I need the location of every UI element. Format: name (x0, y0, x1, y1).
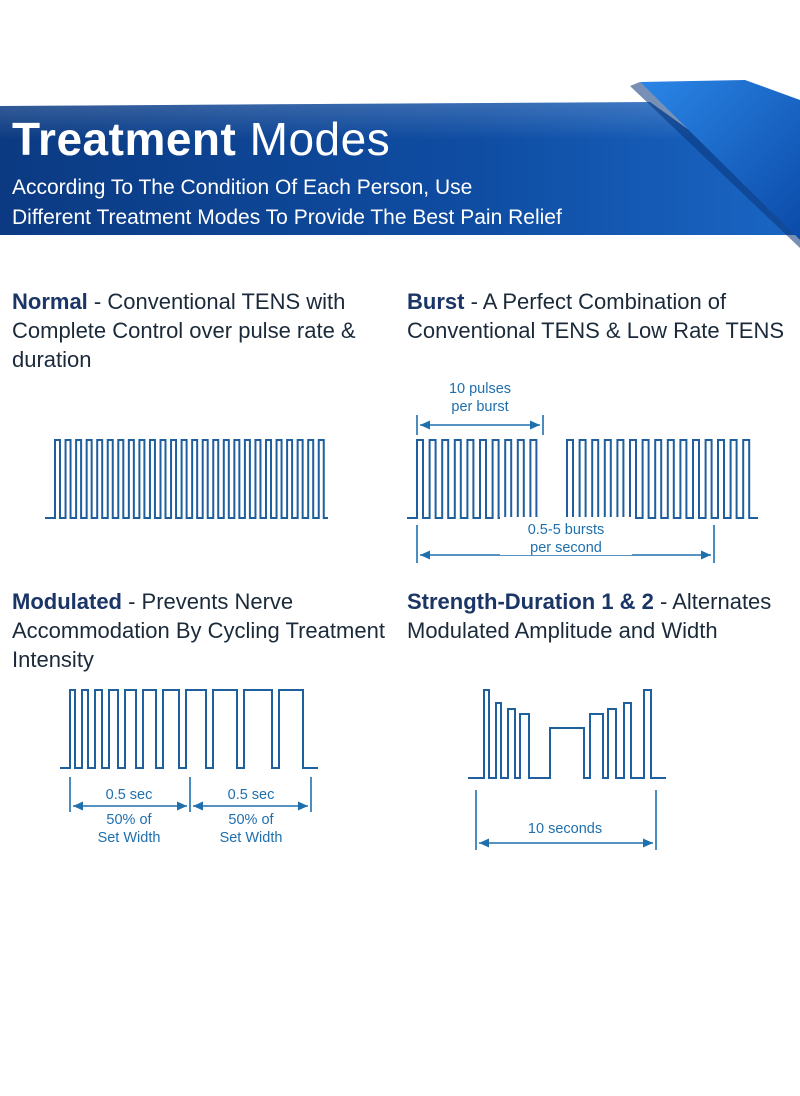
mode-modulated-desc: - Prevents Nerve Accommodation By Cycling Treatment Intensity (12, 589, 385, 672)
title-bold: Treatment (12, 113, 237, 165)
burst-waveform (407, 440, 758, 518)
modulated-b-width-label-2: Set Width (219, 830, 283, 846)
modulated-a-time-label: 0.5 sec (105, 787, 153, 803)
modulated-a-width-label-2: Set Width (97, 830, 161, 846)
mode-normal-desc: - Conventional TENS with Complete Control over pulse rate & duration (12, 289, 356, 372)
burst-pulses-label-1: 10 pulses (448, 381, 512, 397)
mode-strength-desc: - Alternates Modulated Amplitude and Width (407, 589, 772, 643)
burst-bursts-label-1: 0.5-5 bursts (527, 522, 605, 538)
modulated-a-width-label-1: 50% of (106, 812, 152, 828)
strength-time-label: 10 seconds (527, 821, 603, 837)
normal-waveform (45, 440, 328, 518)
mode-normal-name: Normal (12, 289, 88, 314)
mode-burst-name: Burst (407, 289, 465, 314)
mode-modulated-name: Modulated (12, 589, 122, 614)
modulated-waveform (60, 690, 318, 768)
strength-duration-waveform (468, 690, 666, 778)
mode-burst-desc: - A Perfect Combination of Conventional TENS & Low Rate TENS (407, 289, 785, 343)
title-light: Modes (249, 113, 391, 165)
modulated-b-width-label-1: 50% of (228, 812, 274, 828)
burst-bursts-label-2: per second (530, 540, 602, 556)
mode-strength-name: Strength-Duration 1 & 2 (407, 589, 654, 614)
burst-pulses-label-2: per burst (451, 399, 509, 415)
modulated-b-time-label: 0.5 sec (227, 787, 275, 803)
subtitle-line-2: Different Treatment Modes To Provide The Best Pain Relief (12, 206, 562, 229)
subtitle-line-1: According To The Condition Of Each Person, Use (12, 176, 473, 199)
